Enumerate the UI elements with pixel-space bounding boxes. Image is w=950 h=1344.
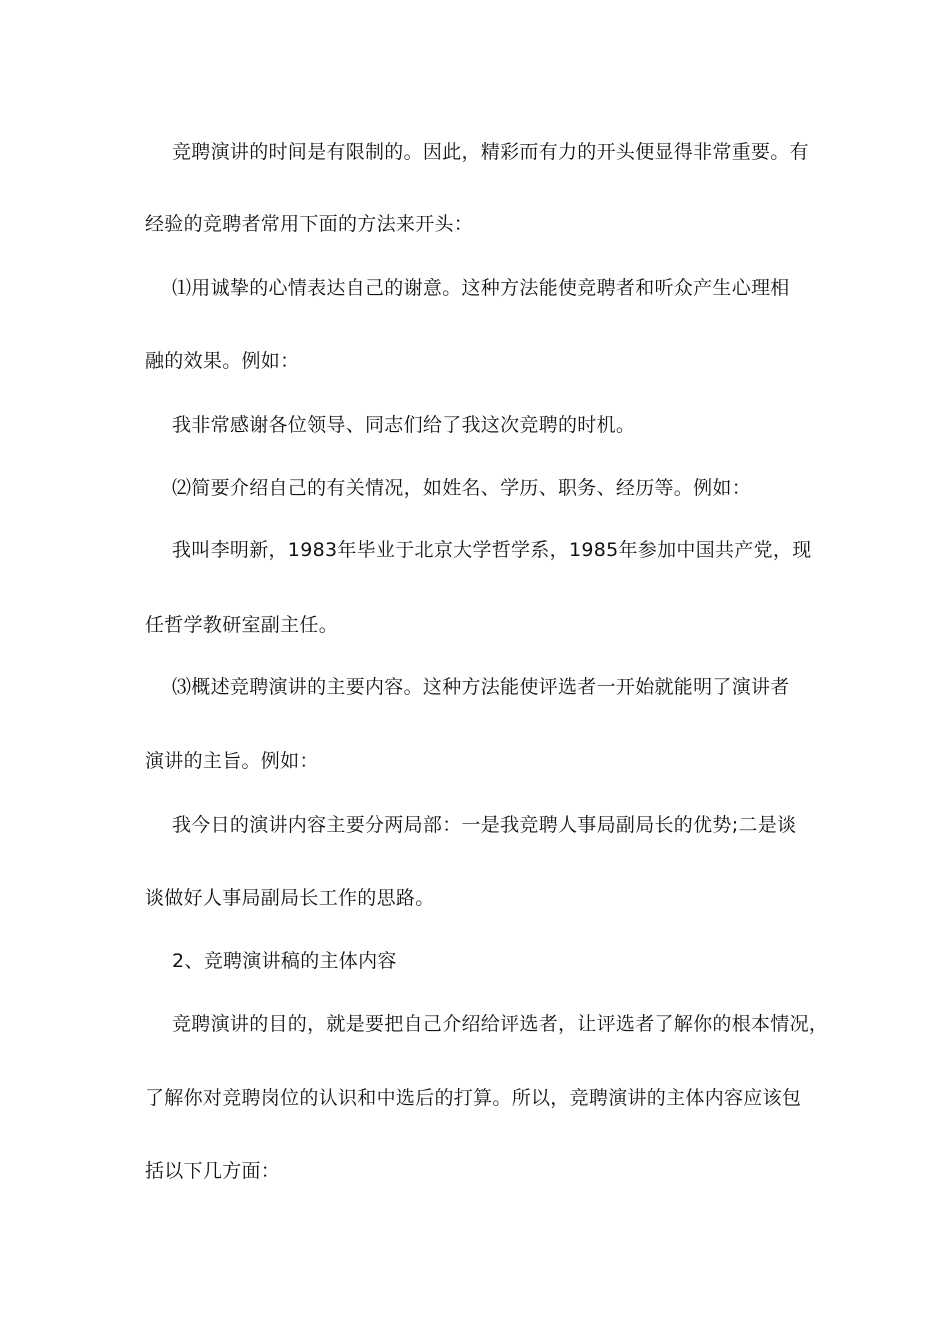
section-heading: 2、竞聘演讲稿的主体内容 (172, 950, 397, 972)
paragraph-line: 竞聘演讲的目的，就是要把自己介绍给评选者，让评选者了解你的根本情况， (172, 1013, 829, 1035)
paragraph-line: ⑶概述竞聘演讲的主要内容。这种方法能使评选者一开始就能明了演讲者 (172, 676, 790, 698)
paragraph-line: 演讲的主旨。例如： (145, 750, 319, 772)
paragraph-line: 经验的竞聘者常用下面的方法来开头： (145, 213, 474, 235)
paragraph-line: ⑵简要介绍自己的有关情况，如姓名、学历、职务、经历等。例如： (172, 477, 752, 499)
paragraph-line: 任哲学教研室副主任。 (145, 614, 339, 636)
paragraph-line: 融的效果。例如： (145, 350, 300, 372)
paragraph-line: 我叫李明新，1983年毕业于北京大学哲学系，1985年参加中国共产党，现 (172, 539, 812, 561)
paragraph-line: 竞聘演讲的时间是有限制的。因此，精彩而有力的开头便显得非常重要。有 (172, 141, 809, 163)
paragraph-line: 我非常感谢各位领导、同志们给了我这次竞聘的时机。 (172, 414, 636, 436)
paragraph-line: 我今日的演讲内容主要分两局部：一是我竞聘人事局副局长的优势;二是谈 (172, 814, 797, 836)
paragraph-line: ⑴用诚挚的心情表达自己的谢意。这种方法能使竞聘者和听众产生心理相 (172, 277, 790, 299)
paragraph-line: 了解你对竞聘岗位的认识和中选后的打算。所以，竞聘演讲的主体内容应该包 (145, 1087, 802, 1109)
paragraph-line: 谈做好人事局副局长工作的思路。 (145, 887, 435, 909)
paragraph-line: 括以下几方面： (145, 1160, 281, 1182)
